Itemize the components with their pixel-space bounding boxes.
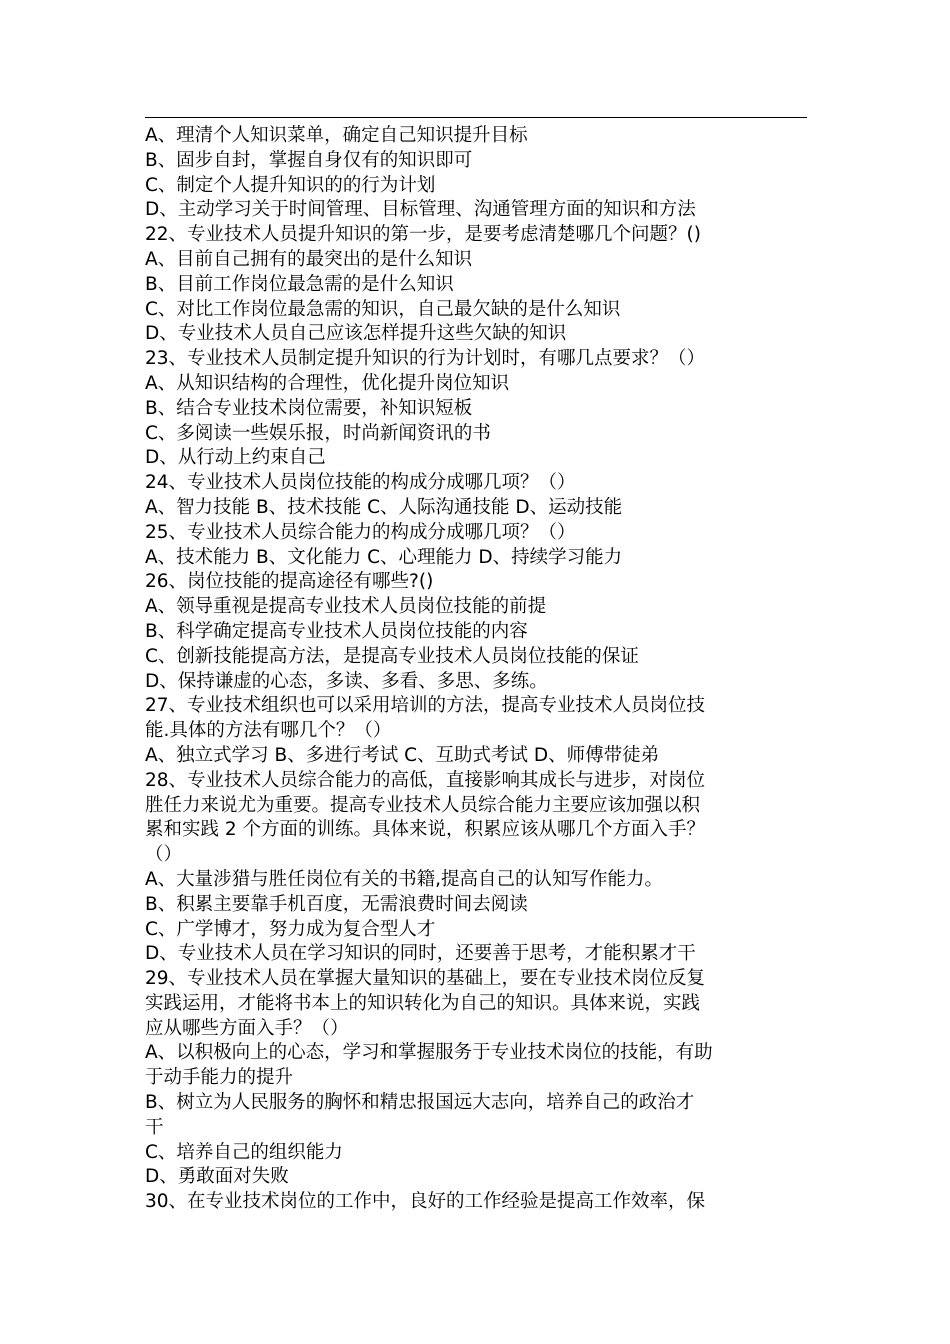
text-line: B、结合专业技术岗位需要，补知识短板 xyxy=(145,397,473,419)
text-line: 实践运用，才能将书本上的知识转化为自己的知识。具体来说，实践 xyxy=(145,992,701,1014)
text-line: A、以积极向上的心态，学习和掌握服务于专业技术岗位的技能，有助 xyxy=(145,1042,713,1064)
text-line: 26、岗位技能的提高途径有哪些?() xyxy=(145,571,434,593)
text-line: 能.具体的方法有哪几个？（） xyxy=(145,720,392,742)
text-line: 23、专业技术人员制定提升知识的行为计划时，有哪几点要求？（） xyxy=(145,348,706,370)
text-line: D、勇敢面对失败 xyxy=(145,1166,289,1188)
text-line: D、主动学习关于时间管理、目标管理、沟通管理方面的知识和方法 xyxy=(145,199,696,221)
text-line: C、广学博才，努力成为复合型人才 xyxy=(145,918,436,940)
text-line: D、专业技术人员自己应该怎样提升这些欠缺的知识 xyxy=(145,323,567,345)
text-line: B、科学确定提高专业技术人员岗位技能的内容 xyxy=(145,620,528,642)
text-line: 30、在专业技术岗位的工作中，良好的工作经验是提高工作效率，保 xyxy=(145,1191,706,1213)
text-line: D、专业技术人员在学习知识的同时，还要善于思考，才能积累才干 xyxy=(145,943,696,965)
text-line: A、领导重视是提高专业技术人员岗位技能的前提 xyxy=(145,596,547,618)
text-line: C、多阅读一些娱乐报，时尚新闻资讯的书 xyxy=(145,422,491,444)
header-rule xyxy=(145,117,807,118)
text-line: A、目前自己拥有的最突出的是什么知识 xyxy=(145,248,473,270)
text-line: C、创新技能提高方法，是提高专业技术人员岗位技能的保证 xyxy=(145,645,639,667)
text-line: A、理清个人知识菜单，确定自己知识提升目标 xyxy=(145,125,528,146)
text-line: （） xyxy=(145,844,183,866)
text-line: C、制定个人提升知识的的行为计划 xyxy=(145,174,436,196)
text-line: D、保持谦虚的心态，多读、多看、多思、多练。 xyxy=(145,670,548,692)
document-body xyxy=(145,124,810,1215)
text-line: A、从知识结构的合理性，优化提升岗位知识 xyxy=(145,372,510,394)
text-line: 累和实践 2 个方面的训练。具体来说，积累应该从哪几个方面入手？ xyxy=(145,819,706,841)
text-line: 胜任力来说尤为重要。提高专业技术人员综合能力主要应该加强以积 xyxy=(145,794,701,816)
text-line: 于动手能力的提升 xyxy=(145,1067,294,1089)
text-line: D、从行动上约束自己 xyxy=(145,447,326,469)
text-line: A、智力技能 B、技术技能 C、人际沟通技能 D、运动技能 xyxy=(145,496,623,518)
text-line: A、独立式学习 B、多进行考试 C、互助式考试 D、师傅带徒弟 xyxy=(145,744,660,766)
text-line: 28、专业技术人员综合能力的高低，直接影响其成长与进步，对岗位 xyxy=(145,769,706,791)
text-line: 27、专业技术组织也可以采用培训的方法，提高专业技术人员岗位技 xyxy=(145,695,706,717)
text-line: 22、专业技术人员提升知识的第一步，是要考虑清楚哪几个问题？() xyxy=(145,224,701,246)
text-line: A、技术能力 B、文化能力 C、心理能力 D、持续学习能力 xyxy=(145,546,623,568)
text-line: 24、专业技术人员岗位技能的构成分成哪几项？（） xyxy=(145,472,576,494)
text-line: C、对比工作岗位最急需的知识，自己最欠缺的是什么知识 xyxy=(145,298,621,320)
text-line: 29、专业技术人员在掌握大量知识的基础上，要在专业技术岗位反复 xyxy=(145,968,706,990)
text-line: 25、专业技术人员综合能力的构成分成哪几项？（） xyxy=(145,521,576,543)
text-line: B、积累主要靠手机百度，无需浪费时间去阅读 xyxy=(145,893,528,915)
text-line: A、大量涉猎与胜任岗位有关的书籍,提高自己的认知写作能力。 xyxy=(145,868,664,890)
text-line: C、培养自己的组织能力 xyxy=(145,1141,343,1163)
text-line: B、固步自封，掌握自身仅有的知识即可 xyxy=(145,149,473,171)
text-line: B、树立为人民服务的胸怀和精忠报国远大志向，培养自己的政治才 xyxy=(145,1092,695,1114)
text-line: 应从哪些方面入手？（） xyxy=(145,1017,349,1039)
text-line: B、目前工作岗位最急需的是什么知识 xyxy=(145,273,454,295)
text-line: 干 xyxy=(145,1116,164,1138)
